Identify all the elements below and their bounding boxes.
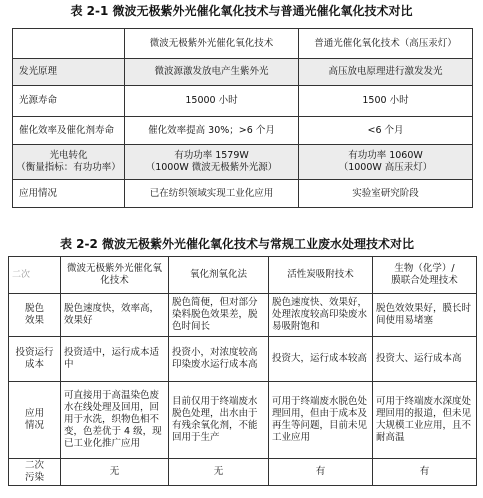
table1-cell-text: 有功功率 1579W （1000W 微波无极紫外光源） xyxy=(145,150,278,173)
table1-header-conventional: 普通光催化氧化技术（高压汞灯） xyxy=(299,29,473,59)
table2-row xyxy=(9,337,477,382)
table1-corner-cell xyxy=(13,29,125,59)
table1-row-label: 光源寿命 xyxy=(13,86,125,117)
table1-cell: <6 个月 xyxy=(299,117,473,145)
table2-row-label-text: 投资运行 成本 xyxy=(15,347,54,370)
table2-cell: 无 xyxy=(169,459,269,486)
table1-row xyxy=(13,145,473,180)
table1-row-label xyxy=(13,145,125,180)
table2-row-label xyxy=(9,459,61,486)
table2-cell: 可用于终端废水深度处理回用的报道，但未见大规模工业应用，且不耐高温 xyxy=(373,382,477,459)
table2-row xyxy=(9,459,477,486)
table2-cell: 投资适中，运行成本适中 xyxy=(61,337,169,382)
table1-header-microwave: 微波无极紫外光催化氧化技术 xyxy=(125,29,299,59)
table2-cell: 脱色速度快、效果好，处理浓度较高印染废水易吸附饱和 xyxy=(269,294,373,337)
table2-wastewater-comparison xyxy=(8,256,477,486)
table2-cell: 脱色效效果好，膜长时间使用易堵塞 xyxy=(373,294,477,337)
table2-cell: 有 xyxy=(269,459,373,486)
table1-header-row xyxy=(13,29,473,59)
table2-corner-cell xyxy=(9,257,61,294)
table1-row xyxy=(13,117,473,145)
table1-cell xyxy=(299,145,473,180)
table1-row-label: 催化效率及催化剂寿命 xyxy=(13,117,125,145)
table1-cell: 已在纺织领域实现工业化应用 xyxy=(125,180,299,208)
table2-cell: 有 xyxy=(373,459,477,486)
table2-corner-text: 二次 xyxy=(12,270,31,280)
table2-row xyxy=(9,382,477,459)
table2-header-row xyxy=(9,257,477,294)
table1-row-label: 应用情况 xyxy=(13,180,125,208)
table1-cell: 催化效率提高 30%；>6 个月 xyxy=(125,117,299,145)
table1-cell: 微波源激发放电产生紫外光 xyxy=(125,59,299,86)
table1-technology-comparison xyxy=(12,28,473,208)
table2-caption: 表 2-2 微波无极紫外光催化氧化技术与常规工业废水处理技术对比 xyxy=(60,237,415,251)
table1-row-label: 发光原理 xyxy=(13,59,125,86)
table1-caption: 表 2-1 微波无极紫外光催化氧化技术与普通光催化氧化技术对比 xyxy=(70,4,413,18)
table2-row-label xyxy=(9,382,61,459)
table2-header-oxidant: 氧化剂氧化法 xyxy=(169,257,269,294)
table1-row xyxy=(13,59,473,86)
table2-cell: 无 xyxy=(61,459,169,486)
table2-cell: 投资大，运行成本较高 xyxy=(269,337,373,382)
table2-row xyxy=(9,294,477,337)
table2-header-biological-membrane-text: 生物（化学）/ 膜联合处理技术 xyxy=(391,263,458,286)
table2-header-activated-carbon: 活性炭吸附技术 xyxy=(269,257,373,294)
table1-row xyxy=(13,86,473,117)
table2-cell: 脱色速度快，效率高，效果好 xyxy=(61,294,169,337)
table1-row-label-text: 光电转化 （衡量指标：有功功率） xyxy=(16,150,121,173)
table2-cell: 投资小，对浓度较高印染废水运行成本高 xyxy=(169,337,269,382)
table2-header-microwave: 微波无极紫外光催化氧化技术 xyxy=(61,257,169,294)
table2-row-label xyxy=(9,337,61,382)
table2-cell: 可用于终端废水脱色处理回用，但由于成本及再生等问题，目前未见工业应用 xyxy=(269,382,373,459)
table1-cell xyxy=(125,145,299,180)
table2-cell: 可直接用于高温染色废水在线处理及回用，回用于水洗，织物色相不变，色差优于 4 级，现已工业化推广应用 xyxy=(61,382,169,459)
table1-cell: 实验室研究阶段 xyxy=(299,180,473,208)
table2-row-label xyxy=(9,294,61,337)
table2-header-biological-membrane xyxy=(373,257,477,294)
table1-cell: 1500 小时 xyxy=(299,86,473,117)
table1-cell-text: 有功功率 1060W （1000W 高压汞灯） xyxy=(338,150,433,173)
table1-cell: 15000 小时 xyxy=(125,86,299,117)
table2-row-label-text: 应用 情况 xyxy=(24,408,44,431)
table2-cell: 投资大、运行成本高 xyxy=(373,337,477,382)
table2-cell: 目前仅用于终端废水脱色处理，出水由于有残余氧化剂，不能回用于生产 xyxy=(169,382,269,459)
table2-cell: 脱色简便，但对部分染料脱色效果差，脱色时间长 xyxy=(169,294,269,337)
table2-row-label-text: 脱色 效果 xyxy=(24,303,44,326)
table2-row-label-text: 二次 污染 xyxy=(24,460,44,483)
table1-cell: 高压放电原理进行激发发光 xyxy=(299,59,473,86)
table1-row xyxy=(13,180,473,208)
